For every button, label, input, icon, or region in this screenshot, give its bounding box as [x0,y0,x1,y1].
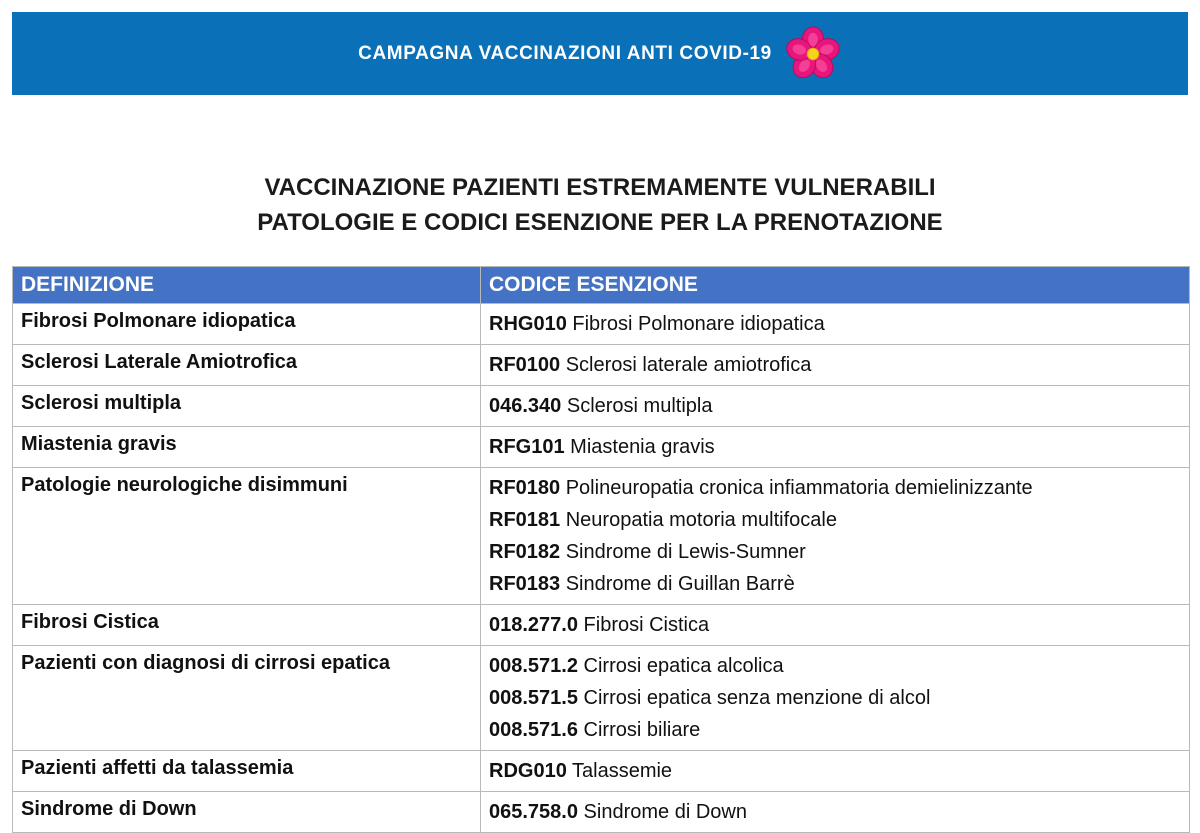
exemption-code-cell [481,792,1190,833]
exemption-code-cell [481,646,1190,751]
definition-cell: Sclerosi multipla [13,386,481,427]
exemption-description: Sindrome di Down [583,801,747,823]
definition-cell: Fibrosi Polmonare idiopatica [13,304,481,345]
exemption-code: 008.571.2 [489,655,578,677]
exemption-code: RDG010 [489,760,567,782]
exemption-code: 008.571.6 [489,719,578,741]
exemption-code-cell [481,751,1190,792]
exemption-description: Sindrome di Guillan Barrè [565,573,795,595]
document-title-line-1: VACCINAZIONE PAZIENTI ESTREMAMENTE VULNERABILI [264,174,936,201]
table-row [13,427,1190,468]
exemption-codes-table [12,266,1190,833]
exemption-code: RF0182 [489,541,561,563]
banner-title: CAMPAGNA VACCINAZIONI ANTI COVID-19 [358,42,772,64]
primrose-flower-icon [784,25,842,83]
exemption-code: 046.340 [489,395,562,417]
table-row [13,345,1190,386]
exemption-code-entry [489,650,1189,682]
campaign-banner [12,12,1188,95]
table-row [13,646,1190,751]
exemption-description: Fibrosi Polmonare idiopatica [572,313,825,335]
table-row [13,751,1190,792]
exemption-code: 008.571.5 [489,687,578,709]
exemption-description: Polineuropatia cronica infiammatoria demielinizzante [565,477,1033,499]
exemption-code-entry [489,308,1189,340]
exemption-code: 065.758.0 [489,801,578,823]
exemption-description: Cirrosi biliare [583,719,701,741]
definition-cell: Pazienti con diagnosi di cirrosi epatica [13,646,481,751]
column-header-definizione: DEFINIZIONE [13,267,481,304]
exemption-description: Talassemie [572,760,673,782]
exemption-code-cell [481,605,1190,646]
exemption-code-entry [489,714,1189,746]
definition-cell: Sclerosi Laterale Amiotrofica [13,345,481,386]
exemption-code-cell [481,386,1190,427]
exemption-description: Sclerosi multipla [566,395,713,417]
exemption-code-entry [489,431,1189,463]
table-body [13,304,1190,833]
exemption-description: Sclerosi laterale amiotrofica [565,354,812,376]
column-header-codice-esenzione: CODICE ESENZIONE [481,267,1190,304]
exemption-code-entry [489,504,1189,536]
exemption-code-entry [489,390,1189,422]
exemption-code-entry [489,472,1189,504]
exemption-code-cell [481,345,1190,386]
table-row [13,468,1190,605]
exemption-code-cell [481,304,1190,345]
exemption-description: Sindrome di Lewis-Sumner [565,541,806,563]
exemption-code: RF0100 [489,354,561,376]
exemption-code-entry [489,682,1189,714]
exemption-code: RFG101 [489,436,565,458]
definition-cell: Fibrosi Cistica [13,605,481,646]
exemption-code-entry [489,609,1189,641]
exemption-code-entry [489,349,1189,381]
definition-cell: Sindrome di Down [13,792,481,833]
exemption-code-entry [489,796,1189,828]
exemption-code: RF0180 [489,477,561,499]
exemption-code: RF0181 [489,509,561,531]
exemption-code: RHG010 [489,313,567,335]
exemption-code-entry [489,568,1189,600]
table-header-row [13,267,1190,304]
exemption-code-cell [481,427,1190,468]
document-title [0,170,1200,240]
exemption-description: Miastenia gravis [570,436,715,458]
exemption-code: RF0183 [489,573,561,595]
exemption-description: Cirrosi epatica alcolica [583,655,784,677]
definition-cell: Pazienti affetti da talassemia [13,751,481,792]
table-row [13,605,1190,646]
exemption-description: Cirrosi epatica senza menzione di alcol [583,687,931,709]
exemption-code: 018.277.0 [489,614,578,636]
table-row [13,304,1190,345]
table-row [13,792,1190,833]
table-row [13,386,1190,427]
definition-cell: Patologie neurologiche disimmuni [13,468,481,605]
definition-cell: Miastenia gravis [13,427,481,468]
document-title-line-2: PATOLOGIE E CODICI ESENZIONE PER LA PRENOTAZIONE [257,209,943,236]
exemption-code-entry [489,536,1189,568]
exemption-description: Neuropatia motoria multifocale [565,509,837,531]
exemption-description: Fibrosi Cistica [583,614,710,636]
exemption-code-cell [481,468,1190,605]
exemption-code-entry [489,755,1189,787]
